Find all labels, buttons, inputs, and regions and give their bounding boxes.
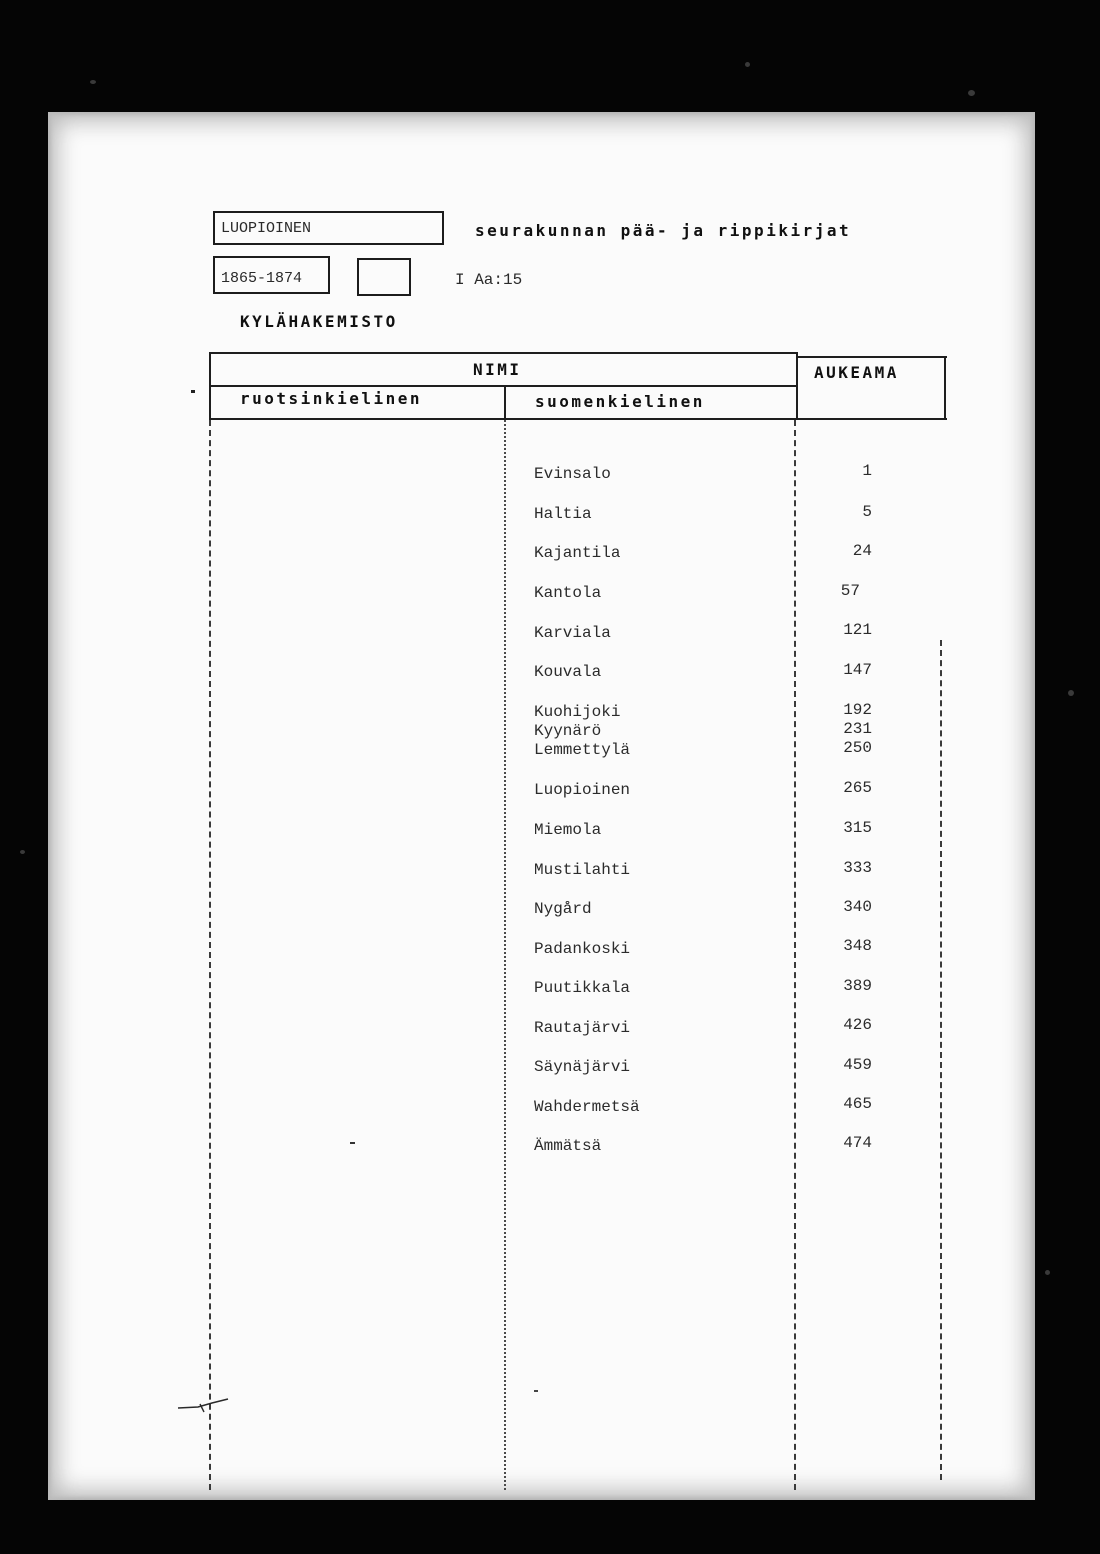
village-name: Kouvala [534, 663, 602, 681]
swedish-column-header: ruotsinkielinen [240, 389, 422, 408]
spread-number: 147 [843, 661, 872, 679]
village-name: Puutikkala [534, 979, 631, 997]
film-speck [745, 62, 750, 67]
village-name: Säynäjärvi [534, 1058, 631, 1076]
village-name: Karviala [534, 624, 611, 642]
pen-stroke-mark [176, 1396, 232, 1416]
spread-number: 333 [843, 859, 872, 877]
village-name: Kuohijoki [534, 703, 621, 721]
village-name: Luopioinen [534, 781, 631, 799]
stray-dash [534, 1390, 538, 1392]
village-name: Mustilahti [534, 861, 631, 879]
village-name: Padankoski [534, 940, 631, 958]
film-speck [1068, 690, 1074, 696]
spread-number: 315 [843, 819, 872, 837]
village-name: Kantola [534, 584, 602, 602]
spread-number: 465 [843, 1095, 872, 1113]
film-speck [20, 850, 25, 854]
spread-number: 250 [843, 739, 872, 757]
spread-number: 24 [852, 542, 872, 560]
spread-number: 348 [843, 937, 872, 955]
table-left-rule-lower [209, 420, 211, 1490]
table-left-rule [209, 352, 211, 420]
spread-number: 57 [840, 582, 860, 600]
film-speck [90, 80, 96, 84]
village-name: Lemmettylä [534, 741, 631, 759]
table-top-rule [210, 352, 798, 354]
spread-number: 340 [843, 898, 872, 916]
village-name: Miemola [534, 821, 602, 839]
village-name: Wahdermetsä [534, 1098, 640, 1116]
name-group-header: NIMI [473, 360, 522, 379]
parish-name: LUOPIOINEN [221, 220, 312, 237]
document-page [48, 112, 1035, 1500]
stray-dot [191, 390, 195, 393]
header-bottom-rule [210, 418, 947, 420]
empty-box [357, 258, 411, 296]
spread-left-rule [794, 420, 796, 1490]
spread-number: 265 [843, 779, 872, 797]
years-range: 1865-1874 [221, 270, 303, 287]
index-title: KYLÄHAKEMISTO [240, 312, 398, 331]
film-speck [968, 90, 975, 96]
village-name: Haltia [534, 505, 592, 523]
village-name: Nygård [534, 900, 592, 918]
stray-dash [350, 1142, 355, 1144]
column-divider-top [504, 386, 506, 420]
spread-number: 192 [843, 701, 872, 719]
village-name: Kajantila [534, 544, 621, 562]
spread-top-rule [797, 356, 947, 358]
spread-right-rule [940, 640, 942, 1480]
spread-number: 459 [843, 1056, 872, 1074]
spread-number: 231 [843, 720, 872, 738]
column-divider [504, 420, 506, 1490]
spread-right-rule-top [944, 356, 946, 420]
spread-number: 389 [843, 977, 872, 995]
archive-code: I Aa:15 [455, 271, 523, 289]
spread-left-rule-top [796, 352, 798, 420]
film-speck [1045, 1270, 1050, 1275]
spread-number: 1 [862, 462, 872, 480]
finnish-column-header: suomenkielinen [535, 392, 705, 411]
village-name: Evinsalo [534, 465, 611, 483]
spread-number: 121 [843, 621, 872, 639]
spread-number: 474 [843, 1134, 872, 1152]
village-name: Ämmätsä [534, 1137, 602, 1155]
village-name: Rautajärvi [534, 1019, 631, 1037]
village-name: Kyynärö [534, 722, 602, 740]
document-title: seurakunnan pää- ja rippikirjat [475, 221, 852, 240]
spread-column-header: AUKEAMA [814, 363, 899, 382]
spread-number: 426 [843, 1016, 872, 1034]
spread-number: 5 [862, 503, 872, 521]
